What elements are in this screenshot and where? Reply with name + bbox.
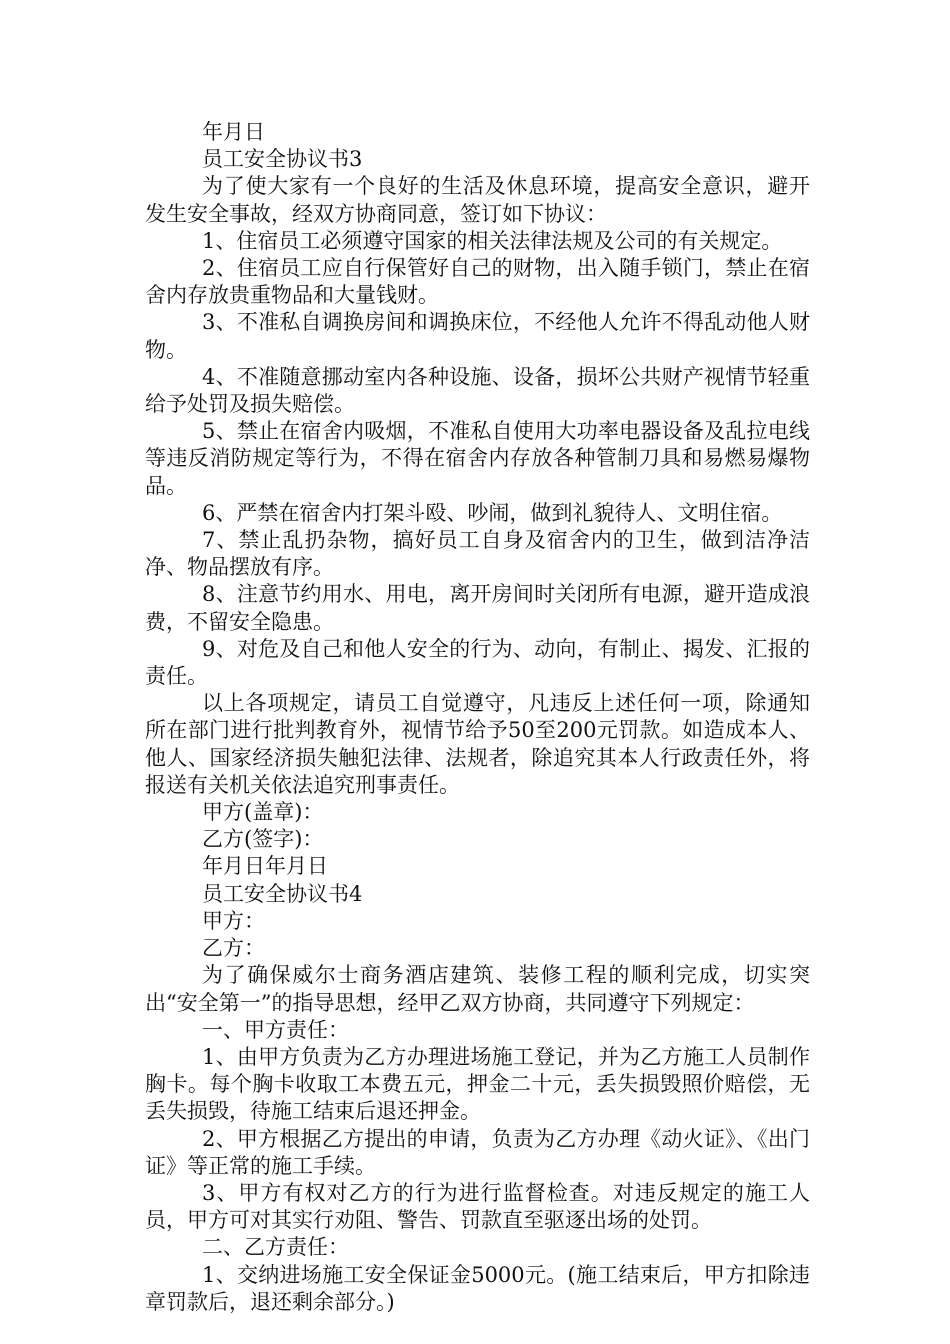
paragraph: 3、甲方有权对乙方的行为进行监督检查。对违反规定的施工人员，甲方可对其实行劝阻、警告、罚款直至驱逐出场的处罚。 bbox=[145, 1180, 810, 1233]
paragraph: 2、甲方根据乙方提出的申请，负责为乙方办理《动火证》、《出门证》等正常的施工手续。 bbox=[145, 1126, 810, 1178]
paragraph: 5、禁止在宿舍内吸烟，不准私自使用大功率电器设备及乱拉电线等违反消防规定等行为，不得在宿舍内存放各种管制刀具和易燃易爆物品。 bbox=[145, 419, 810, 498]
paragraph: 2、住宿员工应自行保管好自己的财物，出入随手锁门，禁止在宿舍内存放贵重物品和大量钱财。 bbox=[145, 256, 810, 308]
paragraph: 7、禁止乱扔杂物，搞好员工自身及宿舍内的卫生，做到洁净洁净、物品摆放有序。 bbox=[145, 528, 810, 580]
paragraph: 4、不准随意挪动室内各种设施、设备，损坏公共财产视情节轻重给予处罚及损失赔偿。 bbox=[145, 364, 810, 417]
paragraph: 1、由甲方负责为乙方办理进场施工登记，并为乙方施工人员制作胸卡。每个胸卡收取工本费五元，押金二十元，丢失损毁照价赔偿，无丢失损毁，待施工结束后退还押金。 bbox=[145, 1044, 810, 1124]
paragraph: 员工安全协议书4 bbox=[202, 881, 363, 906]
paragraph: 员工安全协议书3 bbox=[202, 147, 363, 172]
paragraph: 甲方(盖章)： bbox=[202, 800, 324, 825]
paragraph: 一、甲方责任： bbox=[202, 1017, 349, 1042]
paragraph: 年月日 bbox=[202, 120, 265, 144]
paragraph: 乙方： bbox=[202, 936, 265, 961]
paragraph: 甲方： bbox=[202, 908, 265, 933]
paragraph: 乙方(签字)： bbox=[202, 827, 324, 852]
paragraph: 3、不准私自调换房间和调换床位，不经他人允许不得乱动他人财物。 bbox=[145, 310, 810, 362]
paragraph: 以上各项规定，请员工自觉遵守，凡违反上述任何一项，除通知所在部门进行批判教育外，视情节给予50至200元罚款。如造成本人、他人、国家经济损失触犯法律、法规者，除追究其本人行政责任外，将报送有关机关依法追究刑事责任。 bbox=[145, 691, 810, 797]
paragraph: 1、住宿员工必须遵守国家的相关法律法规及公司的有关规定。 bbox=[202, 228, 783, 253]
paragraph: 为了使大家有一个良好的生活及休息环境，提高安全意识，避开发生安全事故，经双方协商同意，签订如下协议： bbox=[145, 174, 810, 226]
paragraph: 为了确保威尔士商务酒店建筑、装修工程的顺利完成，切实突出“安全第一”的指导思想，经甲乙双方协商，共同遵守下列规定： bbox=[145, 963, 810, 1015]
paragraph: 二、乙方责任： bbox=[202, 1235, 349, 1260]
paragraph: 6、严禁在宿舍内打架斗殴、吵闹，做到礼貌待人、文明住宿。 bbox=[202, 500, 783, 525]
paragraph: 8、注意节约用水、用电，离开房间时关闭所有电源，避开造成浪费，不留安全隐患。 bbox=[145, 582, 810, 634]
paragraph: 1、交纳进场施工安全保证金5000元。(施工结束后，甲方扣除违章罚款后，退还剩余部分。) bbox=[145, 1262, 810, 1314]
paragraph: 9、对危及自己和他人安全的行为、动向，有制止、揭发、汇报的责任。 bbox=[145, 636, 810, 689]
document-body bbox=[145, 119, 810, 1316]
paragraph: 年月日年月日 bbox=[202, 854, 328, 879]
